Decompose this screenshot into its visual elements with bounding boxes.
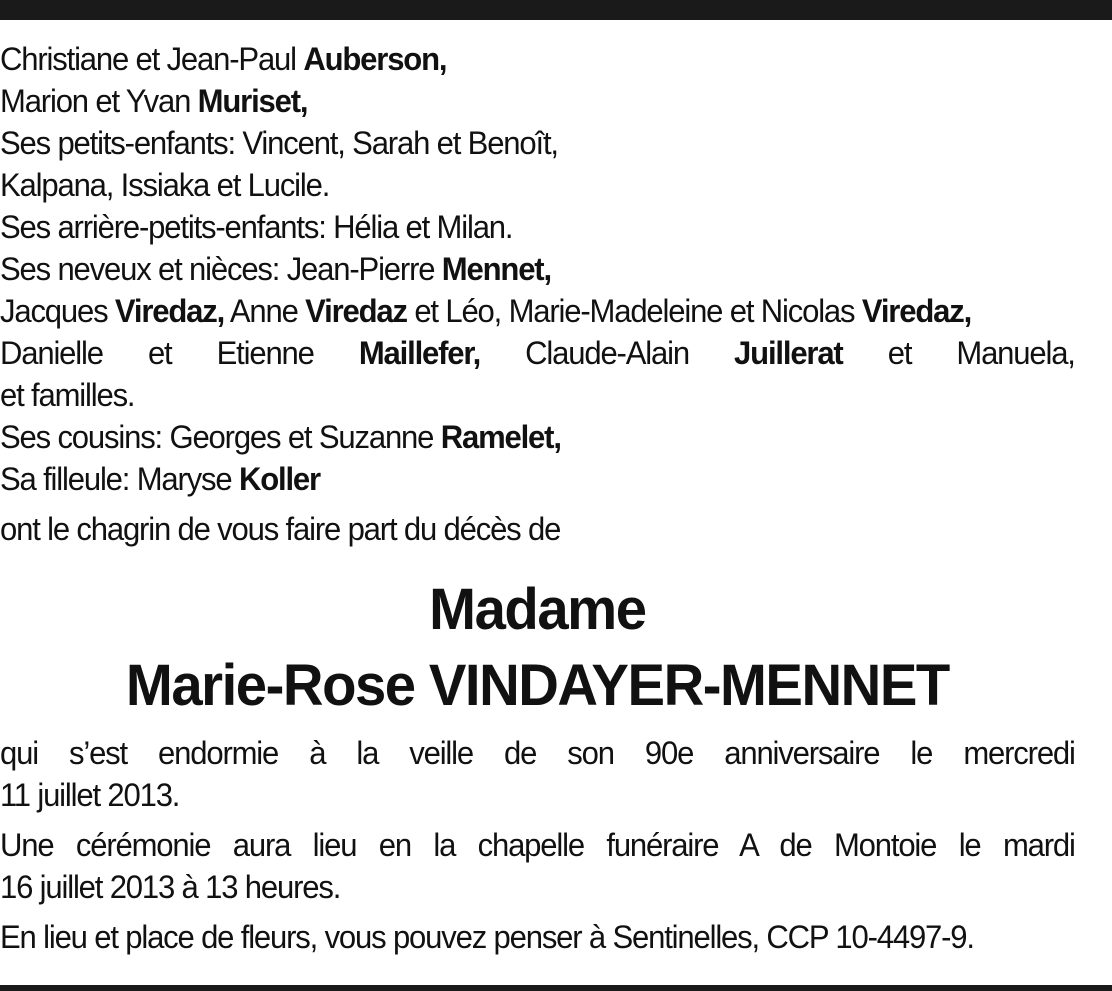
family-line (0, 458, 1075, 500)
paragraph-line: Une cérémonie aura lieu en la chapelle funéraire A de Montoie le mardi (0, 827, 1075, 863)
family-surname: Viredaz, (114, 293, 225, 329)
paragraph-line: qui s’est endormie à la veille de son 90e anniversaire le mercredi (0, 735, 1075, 771)
family-surname: Mennet, (441, 251, 551, 287)
family-text: Danielle et Etienne (0, 335, 359, 371)
paragraph-line: 16 juillet 2013 à 13 heures. (0, 869, 341, 905)
paragraph-line: En lieu et place de fleurs, vous pouvez penser à Sentinelles, CCP 10-4497-9. (0, 919, 974, 955)
family-text: et Léo, Marie-Madeleine et Nicolas (406, 293, 862, 329)
family-text: Marion et Yvan (0, 83, 198, 119)
family-text: Ses neveux et nièces: Jean-Pierre (0, 251, 442, 287)
family-line (0, 416, 1075, 458)
family-text: Sa filleule: Maryse (0, 461, 239, 497)
top-rule (0, 0, 1112, 20)
family-line (0, 248, 1075, 290)
family-surname: Viredaz (305, 293, 407, 329)
announcement-text: ont le chagrin de vous faire part du décès de (0, 511, 561, 547)
family-line (0, 332, 1075, 374)
family-line: Ses arrière-petits-enfants: Hélia et Milan. (0, 209, 513, 245)
family-line: Kalpana, Issiaka et Lucile. (0, 167, 330, 203)
family-surname: Muriset, (197, 83, 308, 119)
family-surname: Ramelet, (440, 419, 561, 455)
family-line: Ses petits-enfants: Vincent, Sarah et Benoît, (0, 125, 558, 161)
family-text: Christiane et Jean-Paul (0, 41, 304, 77)
family-line (0, 80, 1075, 122)
family-text: Claude-Alain (480, 335, 735, 371)
family-text: Ses cousins: Georges et Suzanne (0, 419, 441, 455)
deceased-name: Marie-Rose VINDAYER-MENNET (125, 653, 949, 718)
bottom-rule (0, 985, 1112, 991)
family-line: et familles. (0, 377, 135, 413)
family-surname: Juillerat (734, 335, 843, 371)
obituary-notice (0, 38, 1075, 958)
family-text: Jacques (0, 293, 115, 329)
family-line (0, 290, 1075, 332)
family-surname: Maillefer, (358, 335, 481, 371)
deceased-title: Madame (429, 577, 646, 642)
family-surname: Koller (238, 461, 320, 497)
family-text: Anne (224, 293, 306, 329)
family-surname: Viredaz, (861, 293, 972, 329)
family-line (0, 38, 1075, 80)
family-text: et Manuela, (842, 335, 1075, 371)
family-surname: Auberson, (303, 41, 447, 77)
paragraph-line: 11 juillet 2013. (0, 777, 180, 813)
